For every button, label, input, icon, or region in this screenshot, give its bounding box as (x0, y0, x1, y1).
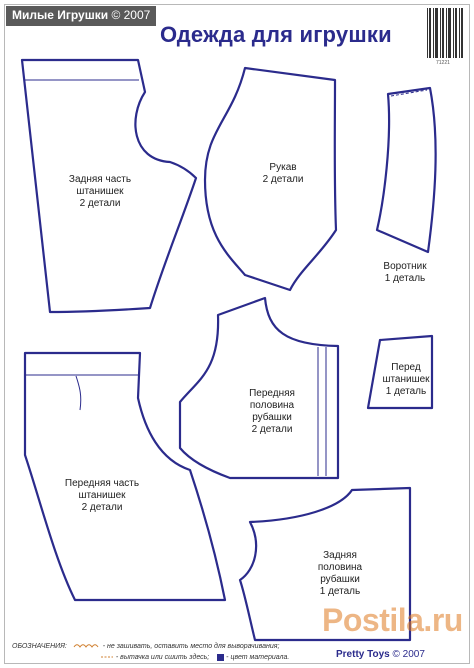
watermark-text: Postila.ru (322, 602, 463, 638)
piece-label-line: Передняя часть (64, 478, 140, 489)
piece-label-line: 1 деталь (385, 386, 427, 397)
front-trousers-outline (25, 353, 225, 600)
piece-label-line: Задняя (323, 550, 357, 561)
legend-caption: ОБОЗНАЧЕНИЯ: (12, 643, 67, 650)
legend-item-color: - цвет материала. (226, 654, 290, 661)
footer-brand (336, 649, 425, 660)
piece-label-line: Перед (391, 362, 421, 373)
piece-label-line: Воротник (383, 261, 427, 272)
piece-label-line: Задняя часть (68, 174, 132, 185)
piece-label-line: половина (249, 400, 295, 411)
collar-outline (377, 88, 436, 252)
stitch-gap-icon (73, 643, 101, 649)
piece-label-line: 2 детали (262, 174, 304, 185)
front-trousers-label (65, 478, 139, 514)
collar-label (383, 261, 426, 285)
piece-label-line: 2 детали (79, 198, 121, 209)
back-trousers-label (69, 174, 131, 210)
piece-label-line: Передняя (249, 388, 295, 399)
footer-brand-year: © 2007 (392, 649, 425, 660)
brand-name: Милые Игрушки (12, 8, 109, 22)
footer-brand-name: Pretty Toys (336, 649, 390, 660)
fabric-color-swatch (217, 654, 224, 661)
piece-label-line: рубашки (252, 412, 292, 423)
piece-label-line: 2 детали (251, 424, 293, 435)
piece-label-line: Рукав (269, 162, 297, 173)
front-trousers-small-label (382, 362, 429, 398)
piece-label-line: 1 деталь (384, 273, 426, 284)
front-shirt-label (249, 388, 295, 436)
piece-label-line: половина (317, 562, 363, 573)
legend (12, 641, 289, 663)
back-shirt-label (318, 550, 362, 598)
piece-label-line: 1 деталь (319, 586, 361, 597)
brand-year: © 2007 (111, 8, 151, 22)
piece-label-line: штанишек (76, 186, 124, 197)
piece-label-line: рубашки (320, 574, 360, 585)
product-code: 71221 (436, 60, 450, 66)
legend-item-dart: - вытачка или сшить здесь; (115, 654, 210, 661)
page-title: Одежда для игрушки (160, 22, 392, 47)
piece-label-line: штанишек (382, 374, 430, 385)
piece-label-line: штанишек (78, 490, 126, 501)
legend-item-opening: - не зашивать, оставить место для выворачивания; (102, 643, 280, 650)
dart-icon (100, 654, 114, 660)
piece-label-line: 2 детали (81, 502, 123, 513)
sleeve-label (263, 162, 304, 186)
front-trousers-pocket-line (76, 376, 81, 410)
